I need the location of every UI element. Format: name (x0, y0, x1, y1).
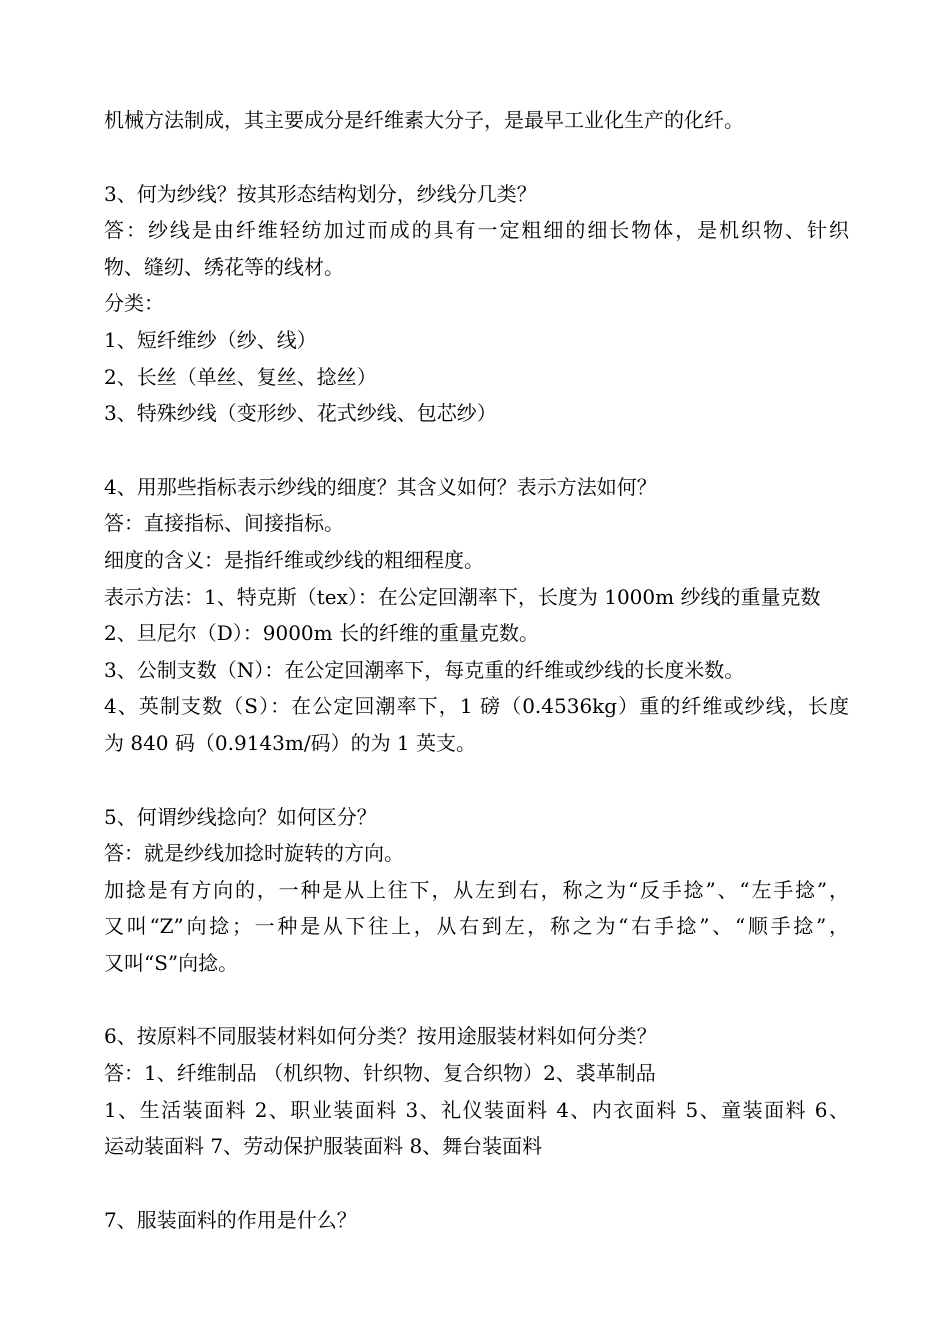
question-5-explanation-line: 加捻是有方向的，一种是从上往下，从左到右，称之为“反手捻”、“左手捻”， (104, 877, 849, 902)
question-4-answer: 答：直接指标、间接指标。 (104, 511, 344, 536)
document-page (104, 102, 849, 1238)
paragraph-gap (104, 762, 849, 799)
question-3-list-item: 1、短纤维纱（纱、线） (104, 327, 317, 352)
question-6-heading: 6、按原料不同服装材料如何分类？按用途服装材料如何分类？ (104, 1024, 657, 1049)
question-4-method-line: 3、公制支数（N）：在公定回潮率下，每克重的纤维或纱线的长度米数。 (104, 657, 745, 682)
question-5-section (104, 799, 849, 982)
question-7-section (104, 1202, 849, 1239)
question-4-heading: 4、用那些指标表示纱线的细度？其含义如何？表示方法如何？ (104, 474, 657, 499)
question-5-answer: 答：就是纱线加捻时旋转的方向。 (104, 841, 404, 866)
intro-line: 机械方法制成，其主要成分是纤维素大分子，是最早工业化生产的化纤。 (104, 108, 744, 132)
question-3-list-item: 3、特殊纱线（变形纱、花式纱线、包芯纱） (104, 401, 497, 426)
paragraph-gap (104, 981, 849, 1018)
question-6-section (104, 1018, 849, 1164)
question-4-method-line: 4、英制支数（S）：在公定回潮率下，1 磅（0.4536kg）重的纤维或纱线，长度 (104, 694, 849, 719)
question-4-method-line: 为 840 码（0.9143m/码）的为 1 英支。 (104, 730, 477, 755)
question-5-heading: 5、何谓纱线捻向？如何区分？ (104, 804, 377, 829)
question-3-heading: 3、何为纱线？按其形态结构划分，纱线分几类？ (104, 181, 537, 206)
question-3-answer-line: 物、缝纫、绣花等的线材。 (104, 254, 344, 279)
question-3-classification-label: 分类： (104, 291, 164, 316)
question-4-meaning: 细度的含义：是指纤维或纱线的粗细程度。 (104, 547, 484, 572)
question-4-method-line: 表示方法：1、特克斯（tex）：在公定回潮率下，长度为 1000m 纱线的重量克数 (104, 584, 821, 609)
question-6-answer: 答：1、纤维制品 （机织物、针织物、复合织物）2、裘革制品 (104, 1061, 656, 1086)
question-5-explanation-line: 又叫“Z”向捻；一种是从下往上，从右到左，称之为“右手捻”、“顺手捻”， (104, 914, 849, 939)
question-5-explanation-line: 又叫“S”向捻。 (104, 950, 239, 975)
paragraph-gap (104, 1165, 849, 1202)
question-4-section (104, 469, 849, 762)
paragraph-gap (104, 139, 849, 176)
paragraph-gap (104, 432, 849, 469)
question-6-usage-line: 1、生活装面料 2、职业装面料 3、礼仪装面料 4、内衣面料 5、童装面料 6、 (104, 1097, 849, 1122)
question-3-answer-line: 答：纱线是由纤维轻纺加过而成的具有一定粗细的细长物体，是机织物、针织 (104, 218, 849, 243)
question-3-list-item: 2、长丝（单丝、复丝、捻丝） (104, 364, 377, 389)
question-7-heading: 7、服装面料的作用是什么？ (104, 1207, 357, 1232)
question-6-usage-line: 运动装面料 7、劳动保护服装面料 8、舞台装面料 (104, 1134, 543, 1159)
question-3-section (104, 176, 849, 432)
question-4-method-line: 2、旦尼尔（D）：9000m 长的纤维的重量克数。 (104, 621, 539, 646)
